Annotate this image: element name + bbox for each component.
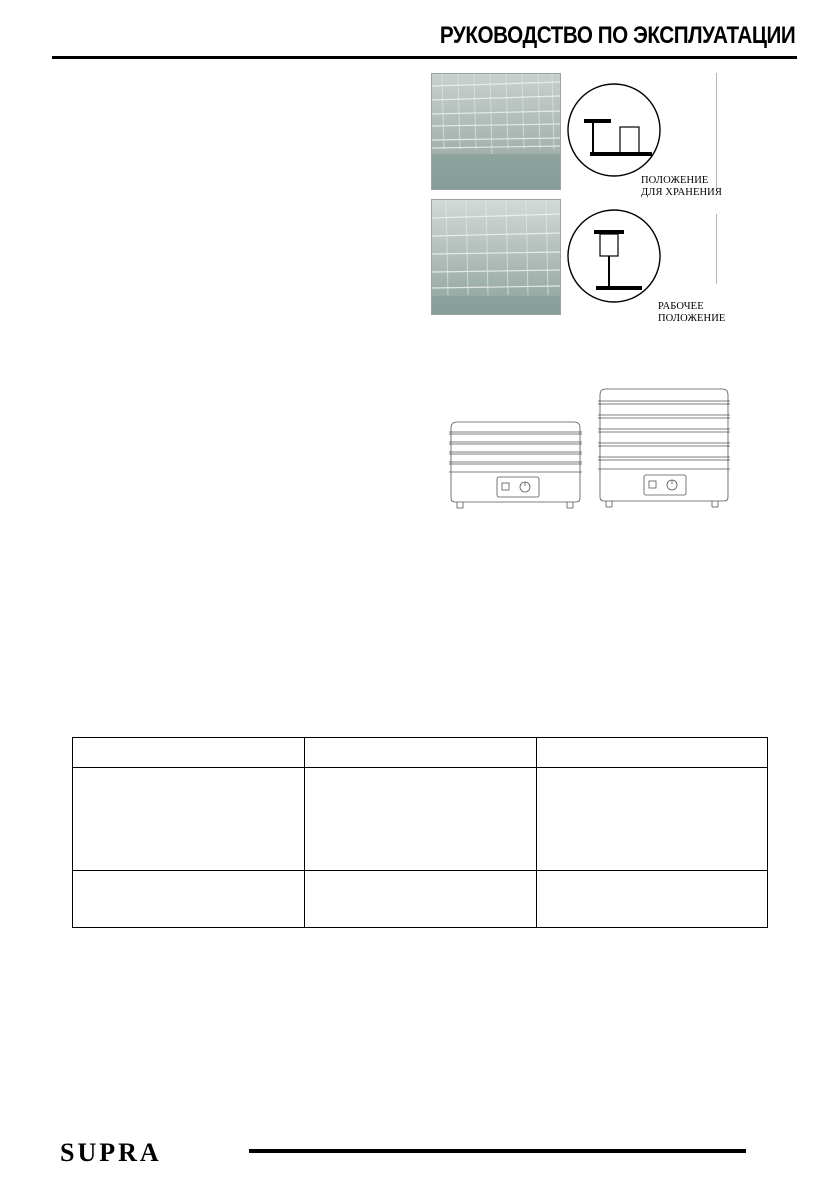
- table-cell: [73, 768, 305, 871]
- page-header-title: РУКОВОДСТВО ПО ЭКСПЛУАТАЦИИ: [439, 22, 795, 49]
- divider-line: [716, 214, 717, 284]
- working-caption-line2: ПОЛОЖЕНИЕ: [658, 313, 726, 324]
- table-cell: [305, 768, 537, 871]
- spec-table: [72, 737, 768, 928]
- tray-storage-photo: [431, 73, 561, 190]
- table-cell: [73, 871, 305, 928]
- table-cell: [73, 738, 305, 768]
- tray-working-photo: [431, 199, 561, 315]
- brand-logo: SUPRA: [60, 1138, 162, 1167]
- storage-caption-line1: ПОЛОЖЕНИЕ: [641, 175, 709, 186]
- table-cell: [537, 768, 768, 871]
- table-cell: [537, 871, 768, 928]
- dehydrator-tall-illustration: [594, 387, 734, 511]
- table-cell: [305, 738, 537, 768]
- table-cell: [537, 738, 768, 768]
- working-caption-line1: РАБОЧЕЕ: [658, 301, 704, 312]
- storage-caption: [641, 175, 722, 199]
- header-rule: [52, 56, 797, 59]
- table-row: [73, 871, 768, 928]
- table-row: [73, 768, 768, 871]
- divider-line: [716, 73, 717, 191]
- storage-caption-line2: ДЛЯ ХРАНЕНИЯ: [641, 187, 722, 198]
- working-position-diagram: [566, 206, 666, 306]
- working-caption: [658, 301, 725, 325]
- footer-rule: [249, 1149, 746, 1153]
- dehydrator-short-illustration: [443, 420, 588, 512]
- table-cell: [305, 871, 537, 928]
- storage-position-diagram: [566, 80, 666, 180]
- table-row: [73, 738, 768, 768]
